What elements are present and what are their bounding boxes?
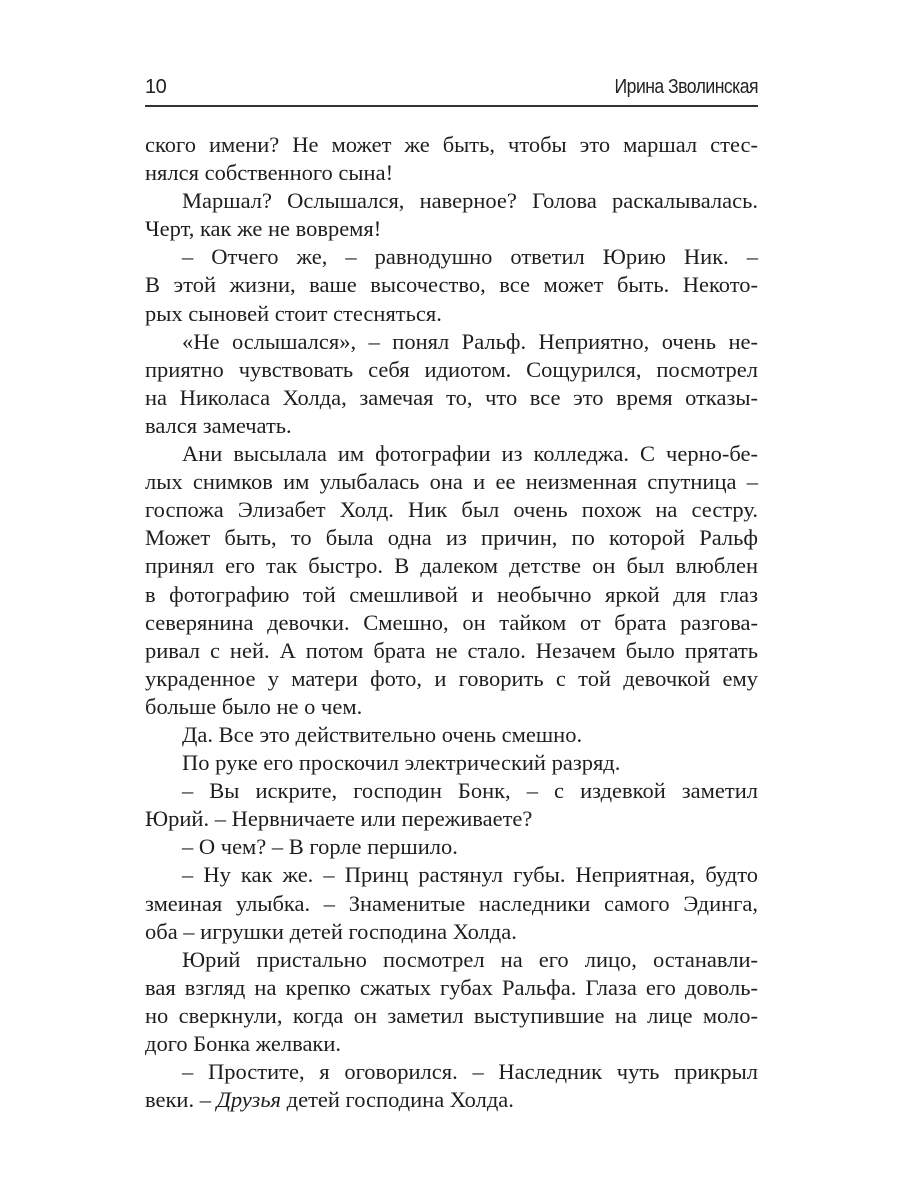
paragraph bbox=[145, 946, 758, 1058]
text-line: ривал с ней. А потом брата не стало. Незачем было прятать bbox=[145, 637, 758, 663]
text-line: нялся собственного сына! bbox=[145, 160, 394, 186]
text-line: Черт, как же не вовремя! bbox=[145, 216, 382, 242]
paragraph bbox=[145, 440, 758, 721]
text-line: вался замечать. bbox=[145, 412, 292, 438]
text-line: украденное у матери фото, и говорить с той девочкой ему bbox=[145, 665, 758, 691]
text-line: принял его так быстро. В далеком детстве он был влюблен bbox=[145, 553, 758, 579]
page-number: 10 bbox=[145, 76, 167, 98]
running-header bbox=[145, 74, 758, 104]
paragraph bbox=[145, 131, 758, 187]
header-rule bbox=[145, 105, 758, 107]
text-line: оба – игрушки детей господина Холда. bbox=[145, 918, 517, 944]
paragraph bbox=[145, 749, 758, 777]
text-line: змеиная улыбка. – Знаменитые наследники самого Эдинга, bbox=[145, 890, 758, 916]
paragraph bbox=[145, 243, 758, 327]
text-line: «Не ослышался», – понял Ральф. Неприятно, очень не- bbox=[182, 328, 758, 354]
text-line: на Николаса Холда, замечая то, что все это время отказы- bbox=[145, 384, 758, 410]
author-name: Ирина Зволинская bbox=[614, 76, 758, 98]
text-line: рых сыновей стоит стесняться. bbox=[145, 300, 442, 326]
paragraph bbox=[145, 1058, 758, 1114]
text-line: в фотографию той смешливой и необычно яркой для глаз bbox=[145, 581, 758, 607]
paragraph bbox=[145, 861, 758, 945]
text-line: дого Бонка желваки. bbox=[145, 1031, 342, 1056]
paragraph bbox=[145, 777, 758, 833]
text-line: но сверкнули, когда он заметил выступившие на лице моло- bbox=[145, 1002, 758, 1028]
text-line: госпожа Элизабет Холд. Ник был очень похож на сестру. bbox=[145, 497, 758, 523]
text-line: Может быть, то была одна из причин, по которой Ральф bbox=[145, 525, 758, 551]
text-line: северянина девочки. Смешно, он тайком от брата разгова- bbox=[145, 609, 758, 635]
paragraph bbox=[145, 328, 758, 440]
text-line: – Вы искрите, господин Бонк, – с издевкой заметил bbox=[182, 778, 758, 804]
text-line: Маршал? Ослышался, наверное? Голова раскалывалась. bbox=[182, 188, 758, 214]
text-line: Да. Все это действительно очень смешно. bbox=[182, 721, 583, 747]
page-body-text bbox=[145, 131, 758, 1114]
text-line: больше было не о чем. bbox=[145, 693, 363, 719]
paragraph bbox=[145, 833, 758, 861]
text-line: лых снимков им улыбалась она и ее неизменная спутница – bbox=[145, 469, 758, 495]
text-line: ского имени? Не может же быть, чтобы это маршал стес- bbox=[145, 132, 758, 157]
text-line: – Простите, я оговорился. – Наследник чуть прикрыл bbox=[182, 1059, 758, 1085]
text-line: – Ну как же. – Принц растянул губы. Неприятная, будто bbox=[182, 862, 758, 888]
text-line: вая взгляд на крепко сжатых губах Ральфа. Глаза его доволь- bbox=[145, 974, 758, 1000]
text-line bbox=[145, 1086, 758, 1114]
text-line: Юрий пристально посмотрел на его лицо, останавли- bbox=[182, 946, 758, 972]
text-segment: детей господина Холда. bbox=[281, 1087, 514, 1113]
text-line: – Отчего же, – равнодушно ответил Юрию Ник. – bbox=[182, 244, 758, 270]
italic-emphasis: Друзья bbox=[216, 1087, 282, 1113]
paragraph bbox=[145, 721, 758, 749]
text-line: Юрий. – Нервничаете или переживаете? bbox=[145, 806, 533, 832]
text-line: Ани высылала им фотографии из колледжа. С черно-бе- bbox=[182, 441, 758, 467]
text-line: приятно чувствовать себя идиотом. Сощурился, посмотрел bbox=[145, 356, 758, 382]
text-line: В этой жизни, ваше высочество, все может быть. Некото- bbox=[145, 272, 758, 298]
text-line: По руке его проскочил электрический разряд. bbox=[182, 750, 621, 776]
paragraph bbox=[145, 187, 758, 243]
text-line: – О чем? – В горле першило. bbox=[182, 834, 458, 860]
text-segment: веки. – bbox=[145, 1087, 217, 1113]
